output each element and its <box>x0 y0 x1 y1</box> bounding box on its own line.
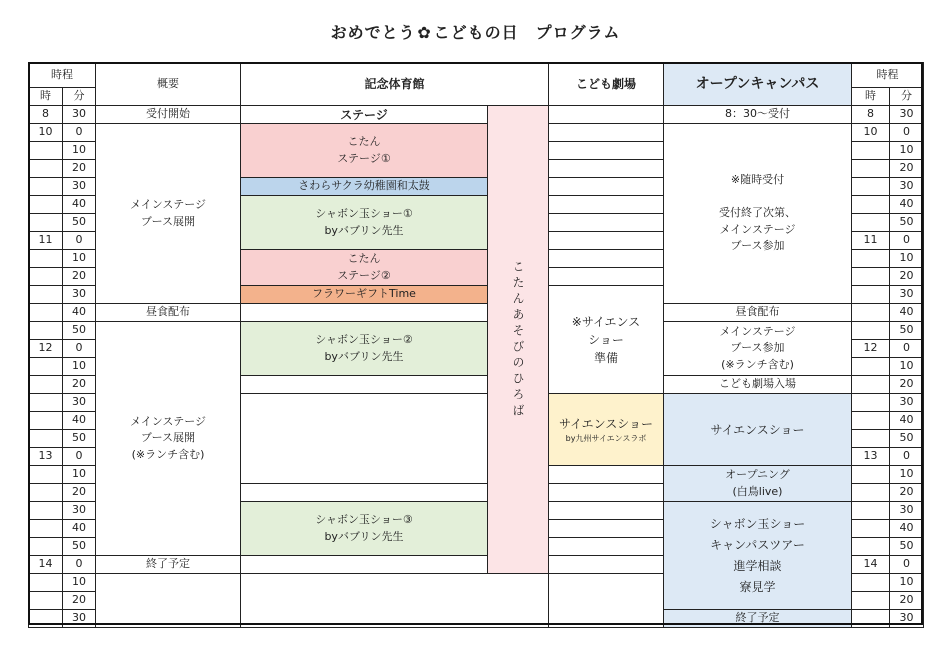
gym-bubble-show-1 <box>240 195 488 250</box>
time-minute-right-text: 40 <box>899 197 914 211</box>
summary-main-stage <box>95 123 241 304</box>
time-hour-right-text: 14 <box>863 557 878 571</box>
theater-empty <box>548 105 664 124</box>
time-minute-right-text: 30 <box>899 503 914 517</box>
time-minute-left-text: 10 <box>72 251 86 265</box>
time-hour-left-text: 10 <box>38 125 53 139</box>
time-hour-right <box>851 555 890 574</box>
time-hour-left <box>28 429 63 448</box>
time-minute-left-text: 30 <box>72 107 86 121</box>
time-minute-right <box>889 447 924 466</box>
time-minute-left <box>62 339 96 358</box>
time-minute-left-text: 30 <box>72 503 86 517</box>
time-minute-left <box>62 231 96 250</box>
header-minute-right-text: 分 <box>901 89 912 103</box>
gym-empty <box>240 303 488 322</box>
header-gym-text: 記念体育館 <box>364 77 425 91</box>
time-minute-right-text: 20 <box>899 269 914 283</box>
header-campus-text: オープンキャンパス <box>695 75 820 92</box>
time-minute-left-text: 0 <box>75 125 83 139</box>
header-hour-right-text: 時 <box>865 89 876 103</box>
time-minute-right <box>889 501 924 520</box>
time-minute-right-text: 0 <box>903 557 910 571</box>
time-hour-left <box>28 105 63 124</box>
header-theater <box>548 62 664 106</box>
time-minute-left <box>62 105 96 124</box>
time-minute-right <box>889 375 924 394</box>
theater-science-prep-text: ※サイエンス ショー 準備 <box>571 314 641 365</box>
time-minute-right-text: 10 <box>899 143 914 157</box>
gym-flower-gift-text: フラワーギフトTime <box>312 287 416 301</box>
time-hour-left <box>28 159 63 178</box>
time-minute-right <box>889 177 924 196</box>
theater-empty <box>548 483 664 502</box>
time-hour-left <box>28 555 63 574</box>
time-minute-left-text: 50 <box>72 215 86 229</box>
time-minute-left-text: 40 <box>72 305 86 319</box>
theater-empty <box>548 123 664 142</box>
summary-main-stage-lunch <box>95 321 241 556</box>
time-minute-right-text: 20 <box>899 377 914 391</box>
theater-science-prep <box>548 285 664 394</box>
time-minute-left <box>62 465 96 484</box>
time-minute-left <box>62 213 96 232</box>
time-minute-right <box>889 555 924 574</box>
campus-end-text: 終了予定 <box>735 611 780 625</box>
time-minute-left-text: 30 <box>72 287 86 301</box>
time-minute-left <box>62 591 96 610</box>
time-hour-right <box>851 321 890 340</box>
summary-main-stage-lunch-text: メインステージ ブース展開 (※ランチ含む) <box>129 414 206 461</box>
time-hour-right <box>851 249 890 268</box>
time-hour-right <box>851 411 890 430</box>
time-minute-left-text: 0 <box>75 449 83 463</box>
campus-reception-text: 8：30〜受付 <box>725 107 790 121</box>
time-hour-right <box>851 501 890 520</box>
header-time-right-text: 時程 <box>876 67 899 81</box>
summary-main-stage-text: メインステージ ブース展開 <box>129 198 206 228</box>
time-hour-right <box>851 393 890 412</box>
time-hour-right <box>851 105 890 124</box>
time-minute-right <box>889 159 924 178</box>
gym-stage-header-text: ステージ <box>340 107 388 122</box>
campus-join-stage-text: メインステージ ブース参加 (※ランチ含む) <box>719 324 796 371</box>
time-minute-left-text: 40 <box>72 521 86 535</box>
time-hour-left <box>28 141 63 160</box>
time-hour-right <box>851 465 890 484</box>
time-hour-right <box>851 519 890 538</box>
time-minute-left <box>62 501 96 520</box>
time-hour-left <box>28 537 63 556</box>
time-hour-right <box>851 375 890 394</box>
header-time-left-text: 時程 <box>51 67 73 81</box>
gym-bubble-show-2-text: シャボン玉ショー② byバブリン先生 <box>315 333 413 363</box>
time-hour-right <box>851 159 890 178</box>
time-hour-left <box>28 591 63 610</box>
time-minute-right-text: 40 <box>899 305 914 319</box>
campus-lunch-text: 昼食配布 <box>735 305 780 319</box>
summary-end-text: 終了予定 <box>146 557 190 571</box>
time-minute-right <box>889 591 924 610</box>
time-hour-left <box>28 213 63 232</box>
time-minute-right-text: 30 <box>899 287 914 301</box>
time-minute-left-text: 10 <box>72 575 86 589</box>
gym-taiko-text: さわらサクラ幼稚園和太鼓 <box>298 179 430 193</box>
time-hour-left <box>28 321 63 340</box>
time-minute-left <box>62 447 96 466</box>
time-minute-left-text: 30 <box>72 395 86 409</box>
time-hour-left-text: 8 <box>42 107 49 121</box>
time-minute-left-text: 0 <box>75 341 83 355</box>
time-minute-right-text: 50 <box>899 323 914 337</box>
time-minute-right <box>889 393 924 412</box>
header-summary <box>95 62 241 106</box>
time-hour-left-text: 14 <box>38 557 53 571</box>
time-minute-right-text: 30 <box>899 611 914 625</box>
summary-reception <box>95 105 241 124</box>
campus-tour <box>663 501 852 610</box>
time-minute-left <box>62 429 96 448</box>
campus-tour-text: シャボン玉ショー キャンパスツアー 進学相談 寮見学 <box>709 516 806 594</box>
time-minute-left <box>62 483 96 502</box>
gym-bubble-show-1-text: シャボン玉ショー① byバブリン先生 <box>315 207 413 237</box>
time-hour-left <box>28 123 63 142</box>
campus-end <box>663 609 852 628</box>
time-minute-left <box>62 537 96 556</box>
theater-empty <box>548 501 664 520</box>
time-minute-right <box>889 321 924 340</box>
time-hour-right <box>851 285 890 304</box>
time-hour-right-text: 13 <box>863 449 878 463</box>
time-hour-left <box>28 501 63 520</box>
theater-empty <box>548 159 664 178</box>
time-minute-left <box>62 393 96 412</box>
time-hour-right-text: 11 <box>863 233 878 247</box>
time-minute-left-text: 40 <box>72 413 86 427</box>
header-minute-right <box>889 87 924 106</box>
gym-empty <box>240 375 488 394</box>
summary-lunch-text: 昼食配布 <box>146 305 190 319</box>
time-hour-right-text: 10 <box>863 125 878 139</box>
time-minute-left-text: 50 <box>72 431 86 445</box>
flower-icon: ✿ <box>417 23 432 42</box>
time-minute-left-text: 20 <box>72 485 86 499</box>
theater-empty <box>548 465 664 484</box>
header-summary-text: 概要 <box>157 76 179 90</box>
time-hour-left <box>28 573 63 592</box>
time-hour-left <box>28 177 63 196</box>
title-text-end: こどもの日 プログラム <box>433 23 621 42</box>
header-minute-left-text: 分 <box>73 89 85 103</box>
time-minute-left <box>62 123 96 142</box>
time-hour-left-text: 11 <box>38 233 53 247</box>
gym-playground <box>487 105 549 574</box>
gym-empty <box>240 483 488 502</box>
time-hour-left <box>28 447 63 466</box>
gym-kotan-stage-2 <box>240 249 488 286</box>
theater-science-show-title: サイエンスショー <box>558 416 654 431</box>
time-minute-right-text: 20 <box>899 593 914 607</box>
time-minute-left <box>62 303 96 322</box>
time-hour-left <box>28 375 63 394</box>
gym-empty <box>240 555 488 574</box>
time-minute-left <box>62 321 96 340</box>
time-minute-left <box>62 573 96 592</box>
theater-empty <box>548 231 664 250</box>
gym-empty <box>240 573 549 628</box>
time-minute-left-text: 20 <box>72 161 86 175</box>
time-minute-right <box>889 141 924 160</box>
time-minute-left <box>62 285 96 304</box>
time-minute-right-text: 0 <box>903 125 910 139</box>
time-minute-right-text: 20 <box>899 161 914 175</box>
campus-opening <box>663 465 852 502</box>
time-minute-left-text: 30 <box>72 179 86 193</box>
time-minute-right-text: 0 <box>903 341 910 355</box>
time-hour-right <box>851 231 890 250</box>
summary-end <box>95 555 241 574</box>
time-minute-right <box>889 519 924 538</box>
time-hour-right <box>851 177 890 196</box>
time-minute-right-text: 50 <box>899 431 914 445</box>
time-hour-right <box>851 537 890 556</box>
time-minute-left-text: 50 <box>72 539 86 553</box>
time-hour-left <box>28 195 63 214</box>
time-hour-right <box>851 339 890 358</box>
time-minute-right <box>889 213 924 232</box>
time-minute-right <box>889 429 924 448</box>
gym-kotan-stage-1 <box>240 123 488 178</box>
time-hour-right <box>851 429 890 448</box>
theater-science-show <box>548 393 664 466</box>
campus-theater-entry-text: こども劇場入場 <box>719 377 796 391</box>
time-minute-right <box>889 285 924 304</box>
time-hour-left <box>28 357 63 376</box>
time-minute-right-text: 10 <box>899 575 914 589</box>
time-minute-left-text: 20 <box>72 377 86 391</box>
header-hour-right <box>851 87 890 106</box>
time-minute-right-text: 50 <box>899 215 914 229</box>
theater-empty <box>548 195 664 214</box>
time-minute-right <box>889 267 924 286</box>
header-campus <box>663 62 852 106</box>
time-hour-right <box>851 123 890 142</box>
header-hour-left-text: 時 <box>40 89 51 103</box>
time-minute-left <box>62 411 96 430</box>
time-minute-right <box>889 105 924 124</box>
time-hour-right <box>851 609 890 628</box>
summary-reception-text: 受付開始 <box>146 107 190 121</box>
header-theater-text: こども劇場 <box>575 77 636 91</box>
header-time-left <box>28 62 96 88</box>
time-hour-left <box>28 483 63 502</box>
time-hour-left <box>28 393 63 412</box>
campus-lunch <box>663 303 852 322</box>
time-hour-left <box>28 339 63 358</box>
header-minute-left <box>62 87 96 106</box>
time-minute-right-text: 40 <box>899 521 914 535</box>
campus-reception <box>663 105 852 124</box>
campus-science-show-text: サイエンスショー <box>710 422 805 437</box>
time-minute-left <box>62 249 96 268</box>
theater-science-show-by: by九州サイエンスラボ <box>565 433 647 443</box>
time-minute-left <box>62 195 96 214</box>
time-minute-right <box>889 231 924 250</box>
gym-stage-header <box>240 105 488 124</box>
time-minute-left-text: 40 <box>72 197 86 211</box>
theater-empty <box>548 141 664 160</box>
time-minute-right-text: 30 <box>899 107 914 121</box>
time-minute-right-text: 30 <box>899 179 914 193</box>
time-minute-left <box>62 519 96 538</box>
theater-empty <box>548 267 664 286</box>
time-hour-right <box>851 447 890 466</box>
time-hour-right <box>851 303 890 322</box>
time-minute-left <box>62 357 96 376</box>
time-hour-left <box>28 411 63 430</box>
time-minute-right-text: 10 <box>899 359 914 373</box>
time-minute-left <box>62 609 96 628</box>
time-hour-left <box>28 285 63 304</box>
gym-kotan-stage-2-text: こたん ステージ② <box>337 252 391 282</box>
time-minute-right <box>889 465 924 484</box>
time-hour-right <box>851 573 890 592</box>
time-minute-left-text: 10 <box>72 467 86 481</box>
time-minute-left-text: 10 <box>72 359 86 373</box>
time-minute-left-text: 30 <box>72 611 86 625</box>
time-minute-right-text: 0 <box>903 449 910 463</box>
time-hour-right <box>851 213 890 232</box>
time-minute-right <box>889 303 924 322</box>
time-minute-right-text: 20 <box>899 485 914 499</box>
time-minute-right <box>889 357 924 376</box>
title-text-start: おめでとう <box>330 23 416 42</box>
theater-empty <box>548 519 664 538</box>
time-hour-right <box>851 357 890 376</box>
time-hour-right <box>851 141 890 160</box>
time-minute-left <box>62 555 96 574</box>
header-hour-left <box>28 87 63 106</box>
summary-lunch <box>95 303 241 322</box>
time-hour-left-text: 13 <box>38 449 53 463</box>
time-hour-left <box>28 231 63 250</box>
time-minute-right-text: 30 <box>899 395 914 409</box>
gym-bubble-show-3-text: シャボン玉ショー③ byバブリン先生 <box>315 513 413 543</box>
theater-empty <box>548 249 664 268</box>
time-minute-left-text: 10 <box>72 143 86 157</box>
time-hour-left <box>28 249 63 268</box>
time-hour-left <box>28 609 63 628</box>
time-minute-left-text: 50 <box>72 323 86 337</box>
theater-empty <box>548 537 664 556</box>
time-minute-right <box>889 339 924 358</box>
time-minute-left-text: 20 <box>72 269 86 283</box>
campus-science-show <box>663 393 852 466</box>
theater-empty <box>548 177 664 196</box>
time-minute-left <box>62 159 96 178</box>
gym-kotan-stage-1-text: こたん ステージ① <box>337 135 391 165</box>
time-minute-right <box>889 123 924 142</box>
theater-empty <box>548 573 664 628</box>
gym-bubble-show-3 <box>240 501 488 556</box>
gym-playground-text: こたんあそびのひろば <box>511 259 525 420</box>
time-minute-left <box>62 267 96 286</box>
time-hour-right-text: 8 <box>867 107 874 121</box>
time-hour-right <box>851 267 890 286</box>
campus-theater-entry <box>663 375 852 394</box>
time-minute-left <box>62 141 96 160</box>
time-hour-right <box>851 483 890 502</box>
time-minute-left <box>62 375 96 394</box>
time-hour-left-text: 12 <box>38 341 53 355</box>
time-minute-right <box>889 609 924 628</box>
time-minute-left <box>62 177 96 196</box>
time-hour-left <box>28 303 63 322</box>
time-minute-right-text: 50 <box>899 539 914 553</box>
theater-empty <box>548 213 664 232</box>
summary-empty <box>95 573 241 628</box>
campus-opening-text: オープニング (白鳥live) <box>725 468 790 498</box>
time-minute-right <box>889 483 924 502</box>
time-hour-left <box>28 519 63 538</box>
time-minute-right <box>889 537 924 556</box>
campus-join-stage <box>663 321 852 376</box>
time-minute-right <box>889 411 924 430</box>
time-minute-right-text: 10 <box>899 251 914 265</box>
time-minute-left-text: 20 <box>72 593 86 607</box>
gym-bubble-show-2 <box>240 321 488 376</box>
time-minute-left-text: 0 <box>75 233 83 247</box>
time-hour-left <box>28 267 63 286</box>
time-hour-right <box>851 195 890 214</box>
header-gym <box>240 62 549 106</box>
time-minute-right-text: 0 <box>903 233 910 247</box>
header-time-right <box>851 62 924 88</box>
time-hour-right-text: 12 <box>863 341 878 355</box>
time-minute-right <box>889 573 924 592</box>
time-minute-right <box>889 195 924 214</box>
campus-anytime-reception <box>663 123 852 304</box>
time-minute-left-text: 0 <box>75 557 83 571</box>
campus-anytime-reception-text: ※随時受付 受付終了次第、 メインステージ ブース参加 <box>719 173 796 253</box>
time-hour-right <box>851 591 890 610</box>
gym-flower-gift <box>240 285 488 304</box>
gym-empty <box>240 393 488 484</box>
time-minute-right-text: 40 <box>899 413 914 427</box>
theater-empty <box>548 555 664 574</box>
time-minute-right-text: 10 <box>899 467 914 481</box>
time-minute-right <box>889 249 924 268</box>
time-hour-left <box>28 465 63 484</box>
gym-taiko <box>240 177 488 196</box>
